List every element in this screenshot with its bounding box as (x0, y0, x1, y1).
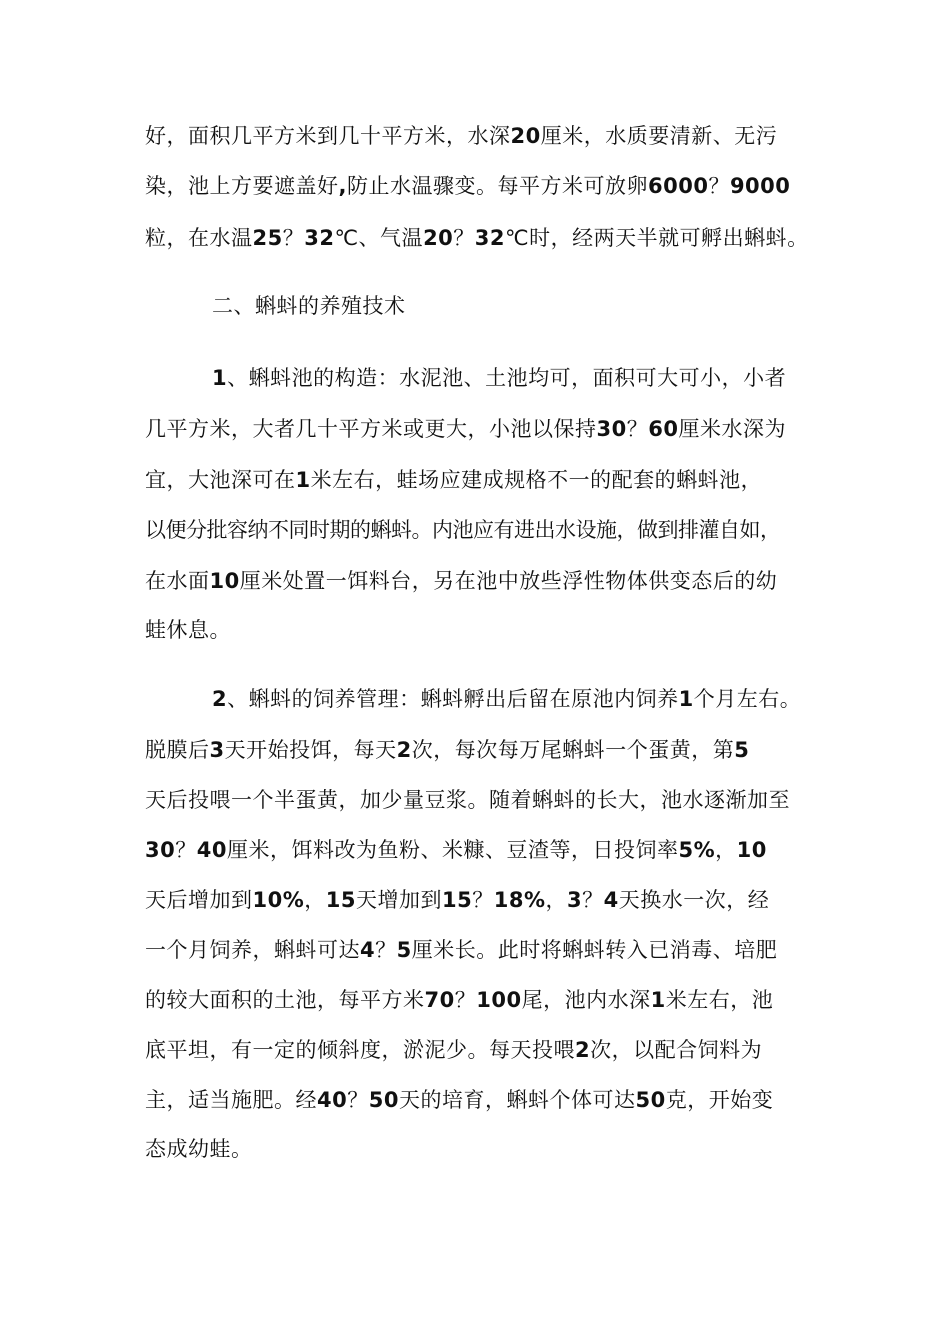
number-run: 9000 (729, 174, 791, 198)
text-run: 米左右，蛙场应建成规格不一的配套的蝌蚪池， (310, 468, 763, 492)
number-run: 3 (209, 738, 225, 762)
number-run: 30 (596, 417, 627, 441)
text-run: 天后投喂一个半蛋黄，加少量豆浆。随着蝌蚪的长大，池水逐渐加至 (145, 788, 790, 812)
number-run: , (338, 174, 347, 198)
text-run: 脱膜后 (145, 738, 210, 762)
text-run: 一个月饲养，蝌蚪可达 (145, 938, 360, 962)
text-run: ？ (582, 888, 604, 912)
text-run: ？ (453, 226, 475, 250)
number-run: 20 (510, 124, 541, 148)
number-run: 100 (476, 988, 522, 1012)
text-line (145, 832, 767, 868)
text-line (145, 932, 777, 968)
text-run: ？ (708, 174, 730, 198)
number-run: 4 (603, 888, 619, 912)
text-line (145, 168, 790, 204)
number-run: 2 (396, 738, 412, 762)
text-run: 、蝌蚪的饲养管理：蝌蚪孵出后留在原池内饲养 (227, 687, 679, 711)
text-run: 以便分批容纳不同时期的蝌蚪。内池应有进出水设施，做到排灌自如， (145, 518, 781, 542)
text-run: 厘米，饵料改为鱼粉、米糠、豆渣等，日投饲率 (226, 838, 679, 862)
text-run: 底平坦，有一定的倾斜度，淤泥少。每天投喂 (145, 1038, 575, 1062)
number-run: 32 (474, 226, 506, 250)
text-line (145, 411, 786, 447)
text-run: 次，每次每万尾蝌蚪一个蛋黄，第 (411, 738, 735, 762)
number-run: 1 (295, 468, 311, 492)
text-run: 防止水温骤变。每平方米可放卵 (346, 174, 648, 198)
text-line (145, 512, 781, 548)
number-run: 5% (678, 838, 716, 862)
text-run: 个月左右。 (693, 687, 802, 711)
number-run: 10 (736, 838, 767, 862)
text-run: 在水面 (145, 569, 210, 593)
text-line (212, 360, 786, 396)
text-line (145, 732, 749, 768)
text-run: 主，适当施肥。经 (145, 1088, 317, 1112)
number-run: 18% (493, 888, 546, 912)
number-run: 15 (442, 888, 473, 912)
text-line (145, 612, 231, 648)
section-heading (212, 288, 406, 324)
number-run: 2 (575, 1038, 591, 1062)
number-run: 30 (145, 838, 176, 862)
text-line (145, 1082, 773, 1118)
number-run: 25 (252, 226, 283, 250)
text-run: ℃、气温 (334, 226, 424, 250)
text-run: 态成幼蛙。 (145, 1137, 253, 1161)
number-run: 1 (650, 988, 666, 1012)
text-line (145, 220, 809, 256)
number-run: 5 (396, 938, 412, 962)
text-run: 天开始投饵，每天 (224, 738, 397, 762)
number-run: 10 (209, 569, 240, 593)
number-run: 5 (734, 738, 750, 762)
text-line (145, 1131, 253, 1167)
text-line (145, 882, 769, 918)
text-run: 好，面积几平方米到几十平方米，水深 (145, 124, 511, 148)
number-run: 40 (317, 1088, 348, 1112)
number-run: 60 (648, 417, 679, 441)
text-run: ， (304, 888, 326, 912)
number-run: 20 (423, 226, 454, 250)
number-run: 4 (360, 938, 376, 962)
text-run: 厘米长。此时将蝌蚪转入已消毒、培肥 (411, 938, 778, 962)
text-run: 米左右，池 (665, 988, 774, 1012)
text-line (145, 782, 790, 818)
text-run: 、蝌蚪池的构造：水泥池、土池均可，面积可大可小，小者 (227, 366, 787, 390)
text-run: ？ (282, 226, 305, 250)
text-run: 天增加到 (356, 888, 442, 912)
text-line (145, 118, 777, 154)
text-line (145, 982, 773, 1018)
number-run: 1 (212, 366, 228, 390)
text-run: 天换水一次，经 (618, 888, 770, 912)
text-run: ？ (347, 1088, 369, 1112)
number-run: 3 (567, 888, 583, 912)
text-run: ？ (472, 888, 494, 912)
text-run: 粒，在水温 (145, 226, 253, 250)
text-run: 染，池上方要遮盖好 (145, 174, 339, 198)
text-run: 宜，大池深可在 (145, 468, 296, 492)
text-run: 次，以配合饲料为 (590, 1038, 763, 1062)
text-run: 厘米处置一饵料台，另在池中放些浮性物体供变态后的幼 (239, 569, 778, 593)
text-run: ℃时，经两天半就可孵出蝌蚪。 (505, 226, 809, 250)
number-run: 2 (212, 687, 228, 711)
number-run: 6000 (647, 174, 709, 198)
number-run: 10% (252, 888, 305, 912)
text-line (145, 462, 762, 498)
text-run: 几平方米，大者几十平方米或更大，小池以保持 (145, 417, 597, 441)
text-run: ， (715, 838, 737, 862)
text-line (145, 1032, 762, 1068)
text-run: ， (545, 888, 567, 912)
text-line (212, 681, 801, 717)
number-run: 50 (635, 1088, 666, 1112)
number-run: 70 (424, 988, 455, 1012)
text-line (145, 563, 777, 599)
text-run: 克，开始变 (665, 1088, 774, 1112)
text-run: 蛙休息。 (145, 618, 231, 642)
section-heading-text: 二、蝌蚪的养殖技术 (212, 294, 406, 318)
text-run: ？ (626, 417, 649, 441)
number-run: 1 (678, 687, 694, 711)
text-run: 厘米，水质要清新、无污 (540, 124, 778, 148)
text-run: 尾，池内水深 (521, 988, 651, 1012)
number-run: 32 (304, 226, 335, 250)
text-run: ？ (454, 988, 477, 1012)
text-run: ？ (375, 938, 397, 962)
number-run: 15 (325, 888, 356, 912)
text-run: 天的培育，蝌蚪个体可达 (398, 1088, 636, 1112)
text-run: 天后增加到 (145, 888, 253, 912)
text-run: 的较大面积的土池，每平方米 (145, 988, 425, 1012)
number-run: 40 (196, 838, 227, 862)
text-run: ？ (175, 838, 197, 862)
number-run: 50 (368, 1088, 399, 1112)
text-run: 厘米水深为 (678, 417, 786, 441)
